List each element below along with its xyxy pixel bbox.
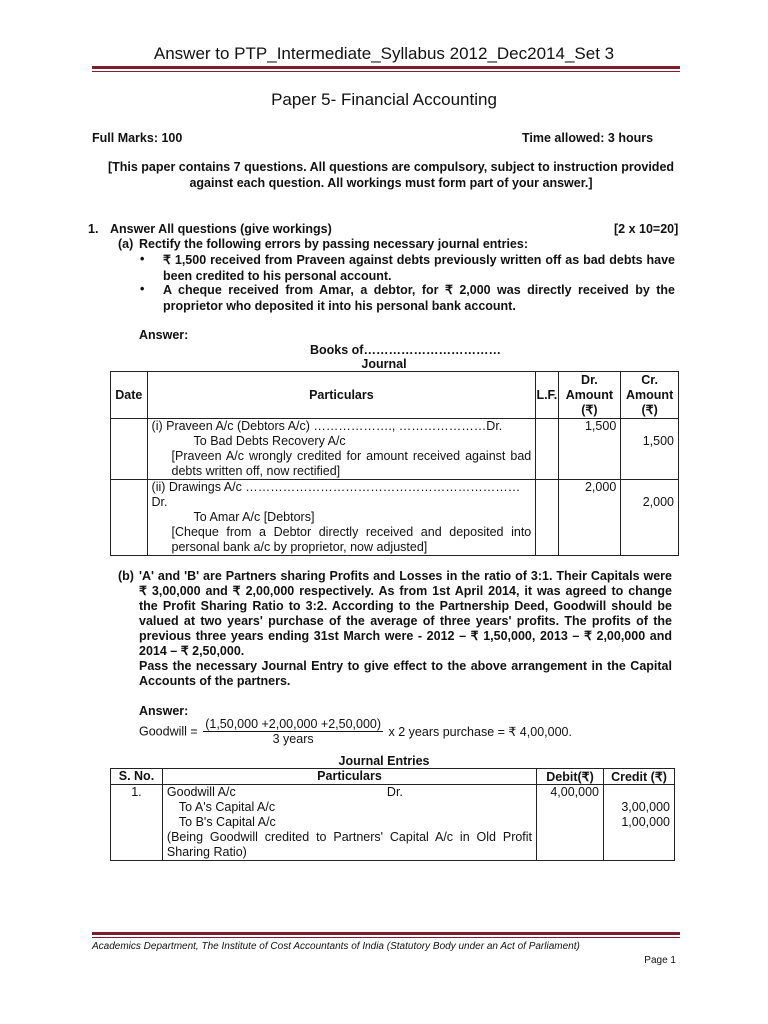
entry-narration: [Cheque from a Debtor directly received and deposited into personal bank a/c by proprietor, now adjusted] [171,525,532,554]
q1-marks: [2 x 10=20] [614,222,679,236]
full-marks: Full Marks: 100 [92,131,183,145]
col-particulars: Particulars [162,769,536,785]
dr-amount: 2,000 [558,480,621,556]
goodwill-lhs: Goodwill = [139,724,198,739]
entry-credit-line: To B's Capital A/c [178,815,276,829]
bullet-dot: • [140,252,145,266]
bullet-dot: • [140,282,145,296]
q1b-text: 'A' and 'B' are Partners sharing Profits and Losses in the ratio of 3:1. Their Capitals were ₹ 3,00,000 and ₹ 2,00,000 respectively. As from 1st April 2014, it was agreed to change the Profit Sharing Ratio to 3:2. According to the Partnership Deed, Goodwill should be valued at two years' purchase of the average of three years' profits. The profits of the previous three years ending 31st March were - 2012 – ₹ 1,50,000, 2013 – ₹ 2,00,000 and 2014 – ₹ 2,50,000. [139,569,672,658]
col-credit: Credit (₹) [604,769,675,785]
col-debit: Debit(₹) [537,769,604,785]
answer-label: Answer: [139,704,189,718]
credit-amounts: 3,00,000 1,00,000 [604,785,675,861]
sno-cell: 1. [111,785,163,861]
particulars-cell [162,785,536,861]
goodwill-rhs: x 2 years purchase = ₹ 4,00,000. [388,725,572,739]
dr-marker: Dr. [386,785,403,799]
answer-label: Answer: [139,328,189,342]
books-of: Books of…………………………… [310,343,501,357]
col-sno: S. No. [111,769,163,785]
header-rule [92,66,680,69]
cr-amount: 2,000 [621,480,679,556]
entry-credit-line: To Amar A/c [Debtors] [193,510,315,524]
bullet-item: A cheque received from Amar, a debtor, for ₹ 2,000 was directly received by the proprietor who deposited it into his personal bank account. [163,283,675,313]
entry-narration: [Praveen A/c wrongly credited for amount received against bad debts written off, now rectified] [171,449,532,478]
q1b-text-2: Pass the necessary Journal Entry to give effect to the above arrangement in the Capital Accounts of the partners. [139,659,672,688]
dr-amount: 1,500 [558,419,621,480]
entry-debit-line: (ii) Drawings A/c …………………………………………………………Dr. [151,480,521,509]
journal-entries-table [110,768,675,861]
particulars-cell [147,419,536,480]
paper-title: Paper 5- Financial Accounting [271,90,497,109]
q1a-label: (a) [118,237,134,251]
goodwill-numerator: (1,50,000 +2,00,000 +2,50,000) [205,717,382,731]
particulars-cell [147,480,536,556]
header-rule-thin [92,71,680,72]
journal-entries-heading: Journal Entries [338,754,430,768]
entry-debit-line: Goodwill A/c Dr. [166,785,403,799]
goodwill-denominator: 3 years [272,732,314,746]
col-date: Date [111,372,148,419]
entry-credit-line: To Bad Debts Recovery A/c [193,434,346,448]
q1a-text: Rectify the following errors by passing necessary journal entries: [139,237,529,251]
instructions: [This paper contains 7 questions. All questions are compulsory, subject to instruction provided against each question. All workings must form part of your answer.] [107,160,675,190]
entry-credit-line: To A's Capital A/c [178,800,276,814]
table-row [111,785,675,861]
journal-table-header [111,372,679,419]
q1b-label: (b) [118,569,134,583]
table-row [111,480,679,556]
q1-number: 1. [88,222,99,236]
col-lf: L.F. [536,372,558,419]
q1-text: Answer All questions (give workings) [110,222,332,236]
time-allowed: Time allowed: 3 hours [522,131,654,145]
footer-rule [92,932,680,935]
journal-entries-header [111,769,675,785]
goodwill-fraction [203,717,383,746]
col-cr-amount: Cr. Amount (₹) [621,372,679,419]
debit-amount: 4,00,000 [537,785,604,861]
col-particulars: Particulars [147,372,536,419]
page-number: Page 1 [644,955,676,966]
cr-amount: 1,500 [621,419,679,480]
journal-heading: Journal [361,357,407,371]
entry-narration: (Being Goodwill credited to Partners' Capital A/c in Old Profit Sharing Ratio) [166,830,533,859]
entry-debit-line: (i) Praveen A/c (Debtors A/c) ………………., …………………Dr. [151,419,503,433]
footer-text: Academics Department, The Institute of Cost Accountants of India (Statutory Body under an Act of Parliament) [92,941,580,952]
goodwill-formula [139,717,572,746]
journal-table [110,371,679,556]
bullet-item: ₹ 1,500 received from Praveen against debts previously written off as bad debts have been credited to his personal account. [163,253,675,283]
footer-rule-thin [92,937,680,938]
col-dr-amount: Dr. Amount (₹) [558,372,621,419]
page-header: Answer to PTP_Intermediate_Syllabus 2012_Dec2014_Set 3 [153,44,615,63]
table-row [111,419,679,480]
